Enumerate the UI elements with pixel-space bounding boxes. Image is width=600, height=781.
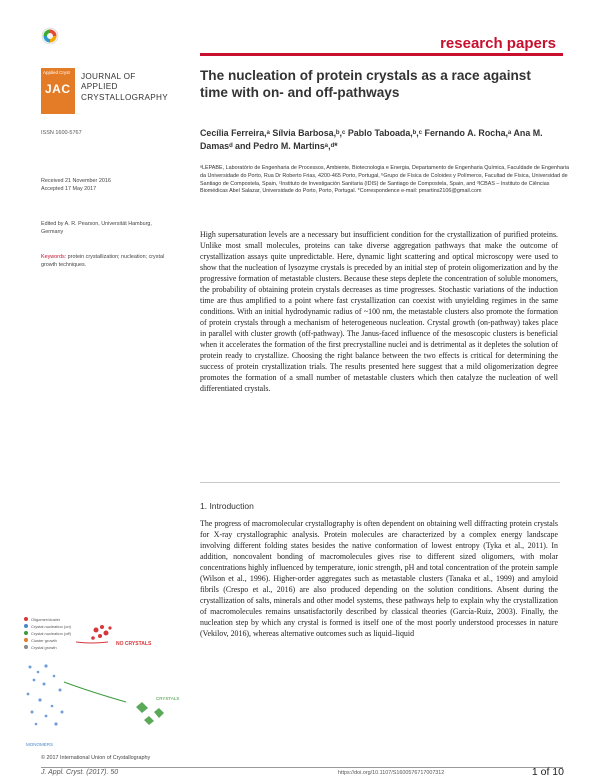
copyright: © 2017 International Union of Crystallography <box>41 755 151 761</box>
legend-label-1: Crystal nucleation (on) <box>31 624 72 629</box>
check-for-updates-icon[interactable] <box>41 27 59 45</box>
header-divider <box>200 53 563 56</box>
red-cluster <box>91 625 111 640</box>
figure-legend <box>24 617 72 650</box>
accepted-date: Accepted 17 May 2017 <box>41 186 97 192</box>
footer-citation: J. Appl. Cryst. (2017). 50 <box>41 769 119 776</box>
authors <box>200 127 575 152</box>
journal-name-line: CRYSTALLOGRAPHY <box>81 92 169 102</box>
arrow-to-no-crystals <box>76 642 108 643</box>
graphical-abstract <box>16 612 192 752</box>
section-label: research papers <box>440 35 556 52</box>
authors-line: Cecília Ferreira,ᵃ Sílvia Barbosa,ᵇ,ᶜ Pablo Taboada,ᵇ,ᶜ Fernando A. Rocha,ᵃ Ana M. <box>200 128 543 138</box>
label-no-crystals: NO CRYSTALS <box>116 641 152 647</box>
journal-name-line: APPLIED <box>81 82 118 92</box>
label-monomers: MONOMERS <box>26 742 53 747</box>
footer-doi-link[interactable]: https://doi.org/10.1107/S1600576717007312 <box>338 770 445 776</box>
issn: ISSN 1600-5767 <box>41 130 82 136</box>
abstract-divider <box>200 482 560 483</box>
journal-logo <box>41 68 75 114</box>
green-crystals <box>136 702 164 725</box>
label-crystals: CRYSTALS <box>156 696 180 701</box>
introduction-text: The progress of macromolecular crystallography is often dependent on obtaining well diffracting protein crystals for X-ray crystallographic analysis. Protein molecules are characterized by a complex energy landscape involving different folding states besides the native conformation of lowest entropy (Tyka et al., 2011). In addition, noncovalent bonding of macromolecules gives rise to different sized oligomers, with molar concentrations highly influenced by temperature, ionic strength, pH and total concentration of the protein sample (Wilson et al., 1996). Higher-order aggregates such as metastable clusters (Tanaka et al., 1999) and amyloid fibrils (Crespo et al., 2016) are also produced depending on the solution conditions. Absent during the crystallization of salts, minerals and other model systems, these pathways help to explain why the crystallization of macromolecules remains unsatisfactorily described by classical theories (García-Ruiz, 2003). Finally, the nucleation step by which any crystal is formed is itself one of the most poorly understood processes in nature (Vekilov, 2016), whereas alternative outcomes such as liquid–liquid <box>200 519 558 638</box>
legend-label-3: Cluster growth <box>31 638 57 643</box>
journal-name <box>81 72 168 103</box>
affiliations: ᵃLEPABE, Laboratório de Engenharia de Processos, Ambiente, Biotecnologia e Energia, Departamento de Engenharia Química, Faculdade de Engenharia da Universidade do Porto, Rua Dr Roberto Frias, 4200-465 Porto, Portugal, ᵇGrupo de Física de Coloides y Polímeros, Facultad de Física, Universidad de Santiago de Compostela, Spain, ᶜInstituto de Investigación Sanitaria (IDIS) de Santiago de Compostela, Spain, and ᵈICBAS – Instituto de Ciências Biomédicas Abel Salazar, Universidade do Porto, Porto, Portugal. *Correspondence e-mail: pmartins2106@gmail.com <box>200 165 570 195</box>
keywords-list: protein crystallization; nucleation; crystal growth techniques. <box>41 254 165 268</box>
keywords <box>41 253 166 269</box>
abstract: High supersaturation levels are a necessary but insufficient condition for the crystallization of purified proteins. Unlike most small molecules, proteins can take diverse aggregation pathways that make the outcome of crystallization assays quite unpredictable. Here, dynamic light scattering and optical microscopy were used to show that the nucleation of lysozyme crystals is preceded by an initial step of protein oligomerization and by the progressive formation of metastable clusters. Because these steps deplete the concentration of soluble monomers, the probability of obtaining protein crystals decreases as time progresses. Stochastic variations of the induction time are thus amplified to a point where fast crystallization can coexist with unyielding regimes in the same conditions. With an initial hydrodynamic radius of ~100 nm, the metastable clusters also promote the formation of protein crystals through a mechanism of heterogeneous nucleation. Crystal growth (on-pathway) takes place in parallel with cluster growth (off-pathway). The Janus-faced influence of the mesoscopic clusters is beneficial when it accelerates the formation of the first precrystalline nuclei and is detrimental as it depletes the solution of protein ready to crystallize. Choosing the right balance between the two effects is critical for determining the success of protein crystallization trials. The results presented here suggest that a mild oligomerization degree promotes the formation of a small number of metastable clusters which then catalyze the nucleation of well differentiated crystals. <box>200 230 558 393</box>
received-date: Received 21 November 2016 <box>41 178 111 184</box>
page-number: 1 of 10 <box>531 766 564 778</box>
journal-name-line: JOURNAL OF <box>81 72 136 81</box>
title-line: time with on- and off-pathways <box>200 84 400 100</box>
section-heading: 1. Introduction <box>200 501 254 511</box>
legend-label-2: Crystal nucleation (off) <box>31 631 71 636</box>
footer-divider <box>41 767 563 768</box>
arrow-to-crystals <box>64 682 126 702</box>
keywords-label: Keywords: <box>41 254 67 260</box>
legend-label-0: Oligomer/cluster <box>31 617 61 622</box>
journal-logo-text: JAC <box>45 82 71 96</box>
journal-logo-tag: Applied Cryst <box>43 70 70 75</box>
edited-by: Edited by A. R. Pearson, Universität Hamburg, Germany <box>41 221 152 235</box>
authors-line: Damasᵈ and Pedro M. Martinsᵃ,ᵈ* <box>200 140 338 151</box>
protein-scatter <box>27 664 64 725</box>
legend-label-4: Crystal growth <box>31 645 57 650</box>
title-line: The nucleation of protein crystals as a race against <box>200 68 531 83</box>
article-title <box>200 68 570 101</box>
